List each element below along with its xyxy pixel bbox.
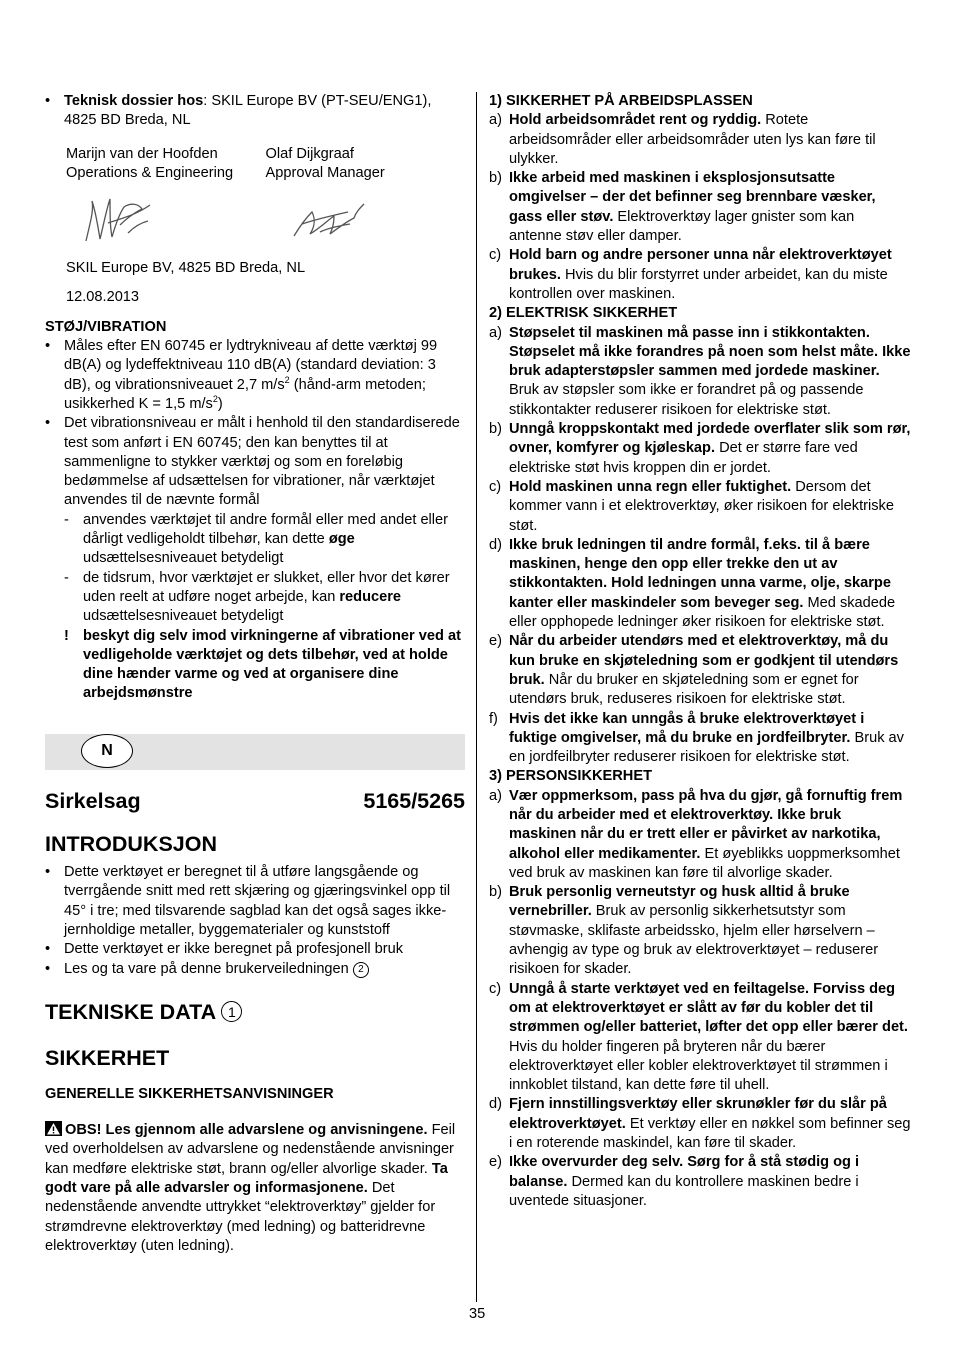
product-title [45,788,465,813]
text: Når du bruker en skjøteledning som er egnet for utendørs bruk, reduseres risikoen for elektriske støt. [509,671,859,708]
item-1a [489,111,911,169]
text: Dermed kan du kontrollere maskinen bedre i uventede situasjoner. [509,1173,859,1209]
text: Ikke arbeid med maskinen i eksplosjonsutsatte omgivelser – der det befinner seg brennbare væsker, gass eller støv. [509,170,876,225]
text: Ta godt vare på alle advarsler og informasjonene. [45,1160,448,1196]
item-1c [489,246,911,304]
text: Vær oppmerksom, pass på hva du gjør, gå fornuftig frem når du arbeider med et elektroverktøy. Ikke bruk maskinen når du er trett eller er påvirket av narkotika, alkohol eller medikamenter. [509,787,903,862]
text: udsættelsesniveauet betydeligt [83,608,284,625]
item-label: d) [489,536,502,553]
safety-heading: SIKKERHET [45,1045,170,1070]
text: Elektroverktøy lager gnister som kan antenne støv eller damper. [509,208,855,245]
section-heading-1: 1) SIKKERHET PÅ ARBEIDSPLASSEN [489,93,753,109]
item-1b [489,169,911,246]
item-2d [489,536,911,632]
superscript: 2 [284,374,290,385]
text: Måles efter EN 60745 er lydtrykniveau af dette værktøj 99 dB(A) og lydeffektniveau 110 dB(A) (standard deviation: 3 dB), og vibrationsniveauet 2,7 m/s [64,338,438,393]
text: Hvis du blir forstyrret under arbeidet, kan du miste kontrollen over maskinen. [509,266,888,302]
text: Ikke bruk ledningen til andre formål, f.eks. til å bære maskinen, henge den opp eller trekke den ut av stikkontakten. Hold ledningen unna varme, olje, skarpe kanter eller maskindeler som beveger seg. [509,536,891,611]
signature-2 [290,198,370,244]
text: Hold arbeidsområdet rent og ryddig. [509,112,762,129]
text: øge [328,531,355,548]
text: Feil ved overholdelsen av advarslene og nedenstående anvisninger kan medføre elektriske støt, brann og/eller alvorlige skader. [45,1122,456,1177]
tech-heading [45,999,465,1025]
text: Det er større fare ved elektriske støt hvis kroppen din er jordet. [509,440,858,476]
item-label: b) [489,884,502,901]
text: beskyt dig selv imod virkningerne af vibrationer ved at vedligeholde værktøjet og dets tilbehør, ved at holde dine hænder varme og ved at organisere dine arbejdsmønstre [83,627,461,702]
text: Hvis det ikke kan unngås å bruke elektroverktøyet i fuktige omgivelser, må du bruke en jordfeilbryter. [509,710,865,746]
text: Les og ta vare på denne brukerveiledningen [64,960,349,977]
figure-ref: 2 [353,962,369,978]
item-3c [489,980,911,1096]
text: Med skadede eller opphopede ledninger øker risikoen for elektriske støt. [509,594,896,631]
date: 12.08.2013 [66,289,140,306]
right-column [489,92,911,1211]
signer-2 [266,145,466,184]
text: de tidsrum, hvor værktøjet er slukket, eller hvor det kører uden reelt at udføre noget arbejde, kan [83,569,450,605]
item-2c [489,478,911,536]
item-label: c) [489,478,502,495]
text: udsættelsesniveauet betydeligt [83,550,284,567]
signatures [45,183,465,259]
product-model: 5165/5265 [363,788,465,813]
item-label: f) [489,710,498,727]
figure-ref: 1 [221,1001,242,1022]
text: Et øyeblikks uoppmerksomhet ved bruk av maskinen kan føre til alvorlige skader. [509,845,900,881]
text: reducere [339,588,402,605]
item-3d [489,1095,911,1153]
item-2e [489,632,911,709]
text: Bruk av personlig sikkerhetsutstyr som støvmaske, sklifaste arbeidssko, hjelm eller hørselvern – avhengig av type og bruk av elektroverktøyet – reduserer risikoen for skader. [509,903,879,978]
text: Støpselet til maskinen må passe inn i stikkontakten. Støpselet må ikke forandres på noen som helst måte. Ikke bruk adapterstøpsler sammen med jordede maskiner. [509,324,911,380]
text: Dersom det kommer vann i et elektroverktøy, øker risikoen for elektriske støt. [509,478,894,534]
item-3a [489,787,911,883]
signer-1 [66,145,266,184]
section-heading-2: 2) ELEKTRISK SIKKERHET [489,305,678,322]
text: TEKNISKE DATA [45,999,216,1024]
dash-item-1 [45,511,465,569]
text: Hold maskinen unna regn eller fuktighet. [509,478,792,495]
item-label: c) [489,247,502,264]
column-divider [476,92,477,1302]
section-heading-3: 3) PERSONSIKKERHET [489,768,652,785]
warning-item [45,627,465,704]
superscript: 2 [212,394,218,405]
text: Ikke overvurder deg selv. Sørg for å stå stødig og i balanse. [509,1154,860,1190]
dash-mark: - [64,569,69,586]
language-band [45,734,465,770]
text: Bruk av støpsler som ikke er forandret på og passende stikkontakter reduserer risikoen for elektriske støt. [509,382,864,418]
dossier-label: Teknisk dossier hos [64,93,204,109]
exclamation-mark: ! [64,627,69,644]
product-name: Sirkelsag [45,788,141,813]
item-label: c) [489,980,502,997]
obs-paragraph [45,1121,465,1256]
text: (hånd-arm metoden; usikkerhed K = 1,5 m/s [64,376,426,412]
item-2a [489,324,911,420]
item-3b [489,883,911,979]
signer-role: Approval Manager [265,164,385,181]
signers [45,145,465,184]
company-address: SKIL Europe BV, 4825 BD Breda, NL [66,260,306,277]
warning-triangle-icon [45,1121,62,1136]
text: Bruk av en jordfeilbryter reduserer risikoen for elektriske støt. [509,729,904,766]
text: Et verktøy eller en nøkkel som befinner seg i en roterende maskindel, kan føre til skader. [509,1115,911,1152]
signer-name: Olaf Dijkgraaf [265,145,354,162]
item-label: b) [489,170,502,187]
text: Bruk personlig verneutstyr og husk alltid å bruke vernebriller. [509,884,850,920]
signer-role: Operations & Engineering [66,164,234,181]
dossier-text: : SKIL Europe BV (PT-SEU/ENG1), 4825 BD Breda, NL [64,93,432,129]
item-label: a) [489,787,502,804]
item-label: d) [489,1096,502,1113]
language-code-badge: N [81,734,133,768]
page-number: 35 [469,1306,486,1322]
text: Fjern innstillingsverktøy eller skrunøkler før du slår på elektroverktøyet. [509,1096,887,1132]
text: Rotete arbeidsområder eller arbeidsområder uten lys kan føre til ulykker. [509,112,876,167]
dossier-item [45,92,465,131]
intro-heading: INTRODUKSJON [45,832,218,857]
dash-mark: - [64,511,69,528]
text: Unngå kroppskontakt med jordede overflater slik som rør, ovner, komfyrer og kjøleskap. [509,421,911,457]
text: OBS! Les gjennom alle advarslene og anvisningene. [65,1122,428,1139]
general-heading: GENERELLE SIKKERHETSANVISNINGER [45,1085,334,1102]
signer-name: Marijn van der Hoofden [66,145,218,162]
item-2b [489,420,911,478]
left-column [45,92,465,1256]
intro-bullet-2: • Dette verktøyet er ikke beregnet på profesjonell bruk [45,940,465,959]
text: anvendes værktøjet til andre formål eller med andet eller dårligt vedligeholdt tilbehør, kan dette [83,511,449,548]
item-label: e) [489,1154,502,1171]
text: ) [217,395,223,412]
intro-bullet-1: • Dette verktøyet er beregnet til å utføre langsgående og tverrgående snitt med rett skjæring og gjæringsvinkel opp til 45° i tre; med tilsvarende sagblad kan det også sages ikke-jernholdige metaller, byggematerialer og kunststoff [45,863,465,940]
text: Når du arbeider utendørs med et elektroverktøy, må du kun bruke en skjøteledning som er godkjent til utendørs bruk. [509,633,899,688]
text: Hvis du holder fingeren på bryteren når du bærer elektroverktøyet eller kobler elektroverktøyet til strømmen i innkoblet tilstand, kan dette føre til uhell. [509,1038,888,1094]
dash-item-2 [45,569,465,627]
noise-heading: STØJ/VIBRATION [45,318,167,335]
noise-bullet-1 [45,337,465,414]
item-3e [489,1153,911,1211]
text: Unngå å starte verktøyet ved en feiltagelse. Forviss deg om at elektroverktøyet er slått av før du kobler det til strømmen og/eller batteriet, løfter det opp eller bærer det. [509,980,908,1036]
text: Hold barn og andre personer unna når elektroverktøyet brukes. [509,247,892,283]
item-label: e) [489,633,502,650]
intro-bullet-3 [45,960,465,979]
item-label: a) [489,112,502,129]
signature-1 [80,193,160,249]
item-label: b) [489,421,502,438]
noise-bullet-2: • Det vibrationsniveau er målt i henhold til den standardiserede test som anført i EN 60745; den kan benyttes til at sammenligne to stykker værktøj og som en foreløbig bedømmelse af udsættelsen for vibrationer, når værktøjet anvendes til de nævnte formål [45,414,465,510]
item-2f [489,710,911,768]
text: Det nedenstående anvendte uttrykket “elektroverktøy” gjelder for strømdrevne elektroverktøy (med ledning) og batteridrevne elektroverktøy (uten ledning). [45,1179,436,1254]
item-label: a) [489,324,502,341]
